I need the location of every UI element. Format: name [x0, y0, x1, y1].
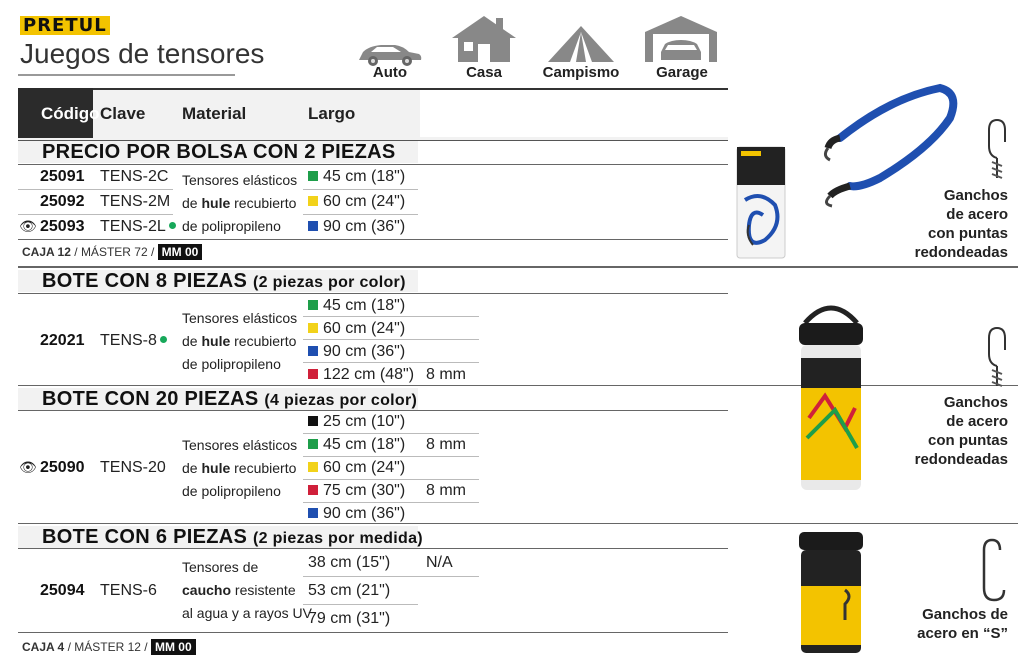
diameter-value: N/A	[426, 554, 453, 571]
header-largo: Largo	[308, 104, 356, 123]
diameter-value: 8 mm	[426, 366, 466, 383]
header-code: Código	[41, 104, 100, 123]
product-code: 22021	[40, 332, 85, 349]
product-code: 25091	[40, 168, 85, 185]
diameter-value: 8 mm	[426, 436, 466, 453]
product-code: 25090	[40, 459, 85, 476]
product-clave: TENS-2M	[100, 193, 171, 210]
length-item: 53 cm (21")	[308, 582, 391, 599]
hook-description: Ganchos de acero con puntas redondeadas	[914, 394, 1008, 468]
material-description: Tensores de caucho resistente al agua y a rayos UV	[182, 559, 312, 621]
section-title: PRECIO POR BOLSA CON 2 PIEZAS	[42, 141, 396, 163]
garage-icon	[643, 14, 719, 64]
hook-description: Ganchos de acero con puntas redondeadas	[914, 187, 1008, 261]
use-label-campismo: Campismo	[542, 64, 620, 81]
length-item: 90 cm (36")	[308, 343, 405, 361]
color-swatch	[308, 221, 318, 231]
tent-icon	[546, 24, 616, 64]
use-label-garage: Garage	[656, 64, 708, 81]
product-clave: TENS-2L	[100, 218, 176, 236]
jar-product-image	[795, 298, 867, 493]
use-label-casa: Casa	[466, 64, 502, 81]
length-item: 79 cm (31")	[308, 610, 391, 627]
product-code: 25094	[40, 582, 85, 599]
color-swatch	[308, 196, 318, 206]
product-clave: TENS-6	[100, 582, 157, 599]
material-description: Tensores elásticos de hule recubierto de polipropileno	[182, 437, 298, 499]
brand-logo: PRETUL	[20, 16, 110, 35]
section-title: BOTE CON 6 PIEZAS (2 piezas por medida)	[42, 526, 423, 548]
eye-icon[interactable]: 👁	[19, 459, 37, 475]
product-clave: TENS-20	[100, 459, 166, 476]
product-package-image	[735, 145, 787, 260]
packaging-info: CAJA 4 / MÁSTER 12 / MM 00	[22, 640, 196, 654]
product-clave: TENS-8	[100, 332, 167, 350]
packaging-info: CAJA 12 / MÁSTER 72 / MM 00	[22, 245, 202, 259]
length-item: 90 cm (36")	[308, 218, 405, 236]
new-indicator-dot	[160, 336, 167, 343]
length-item: 60 cm (24")	[308, 459, 405, 477]
house-icon	[450, 14, 518, 64]
length-item: 38 cm (15")	[308, 554, 391, 571]
product-code: 25093	[40, 218, 85, 235]
jar-product-image	[795, 530, 867, 655]
product-code: 25092	[40, 193, 85, 210]
header-material: Material	[182, 104, 247, 123]
length-item: 60 cm (24")	[308, 320, 405, 338]
hook-description: Ganchos de acero en “S”	[917, 606, 1008, 642]
product-clave: TENS-2C	[100, 168, 169, 185]
length-item: 60 cm (24")	[308, 193, 405, 211]
length-item: 45 cm (18")	[308, 436, 405, 454]
material-description: Tensores elásticos de hule recubierto de polipropileno	[182, 310, 298, 372]
header-clave: Clave	[100, 104, 146, 123]
length-item: 45 cm (18")	[308, 297, 405, 315]
page-title: Juegos de tensores	[20, 38, 265, 69]
rounded-hook-icon	[985, 118, 1009, 180]
length-item: 25 cm (10")	[308, 413, 405, 431]
new-indicator-dot	[169, 222, 176, 229]
length-item: 122 cm (48")	[308, 366, 414, 384]
material-description: Tensores elásticos de hule recubierto de polipropileno	[182, 172, 298, 234]
length-item: 45 cm (18")	[308, 168, 405, 186]
section-title: BOTE CON 20 PIEZAS (4 piezas por color)	[42, 388, 418, 410]
length-item: 90 cm (36")	[308, 505, 405, 523]
section-title: BOTE CON 8 PIEZAS (2 piezas por color)	[42, 270, 406, 292]
color-swatch	[308, 171, 318, 181]
s-hook-icon	[980, 538, 1010, 602]
rounded-hook-icon	[985, 326, 1009, 388]
title-underline	[18, 74, 235, 76]
length-item: 75 cm (30")	[308, 482, 405, 500]
eye-icon[interactable]: 👁	[19, 218, 37, 234]
use-label-auto: Auto	[372, 64, 408, 81]
diameter-value: 8 mm	[426, 482, 466, 499]
